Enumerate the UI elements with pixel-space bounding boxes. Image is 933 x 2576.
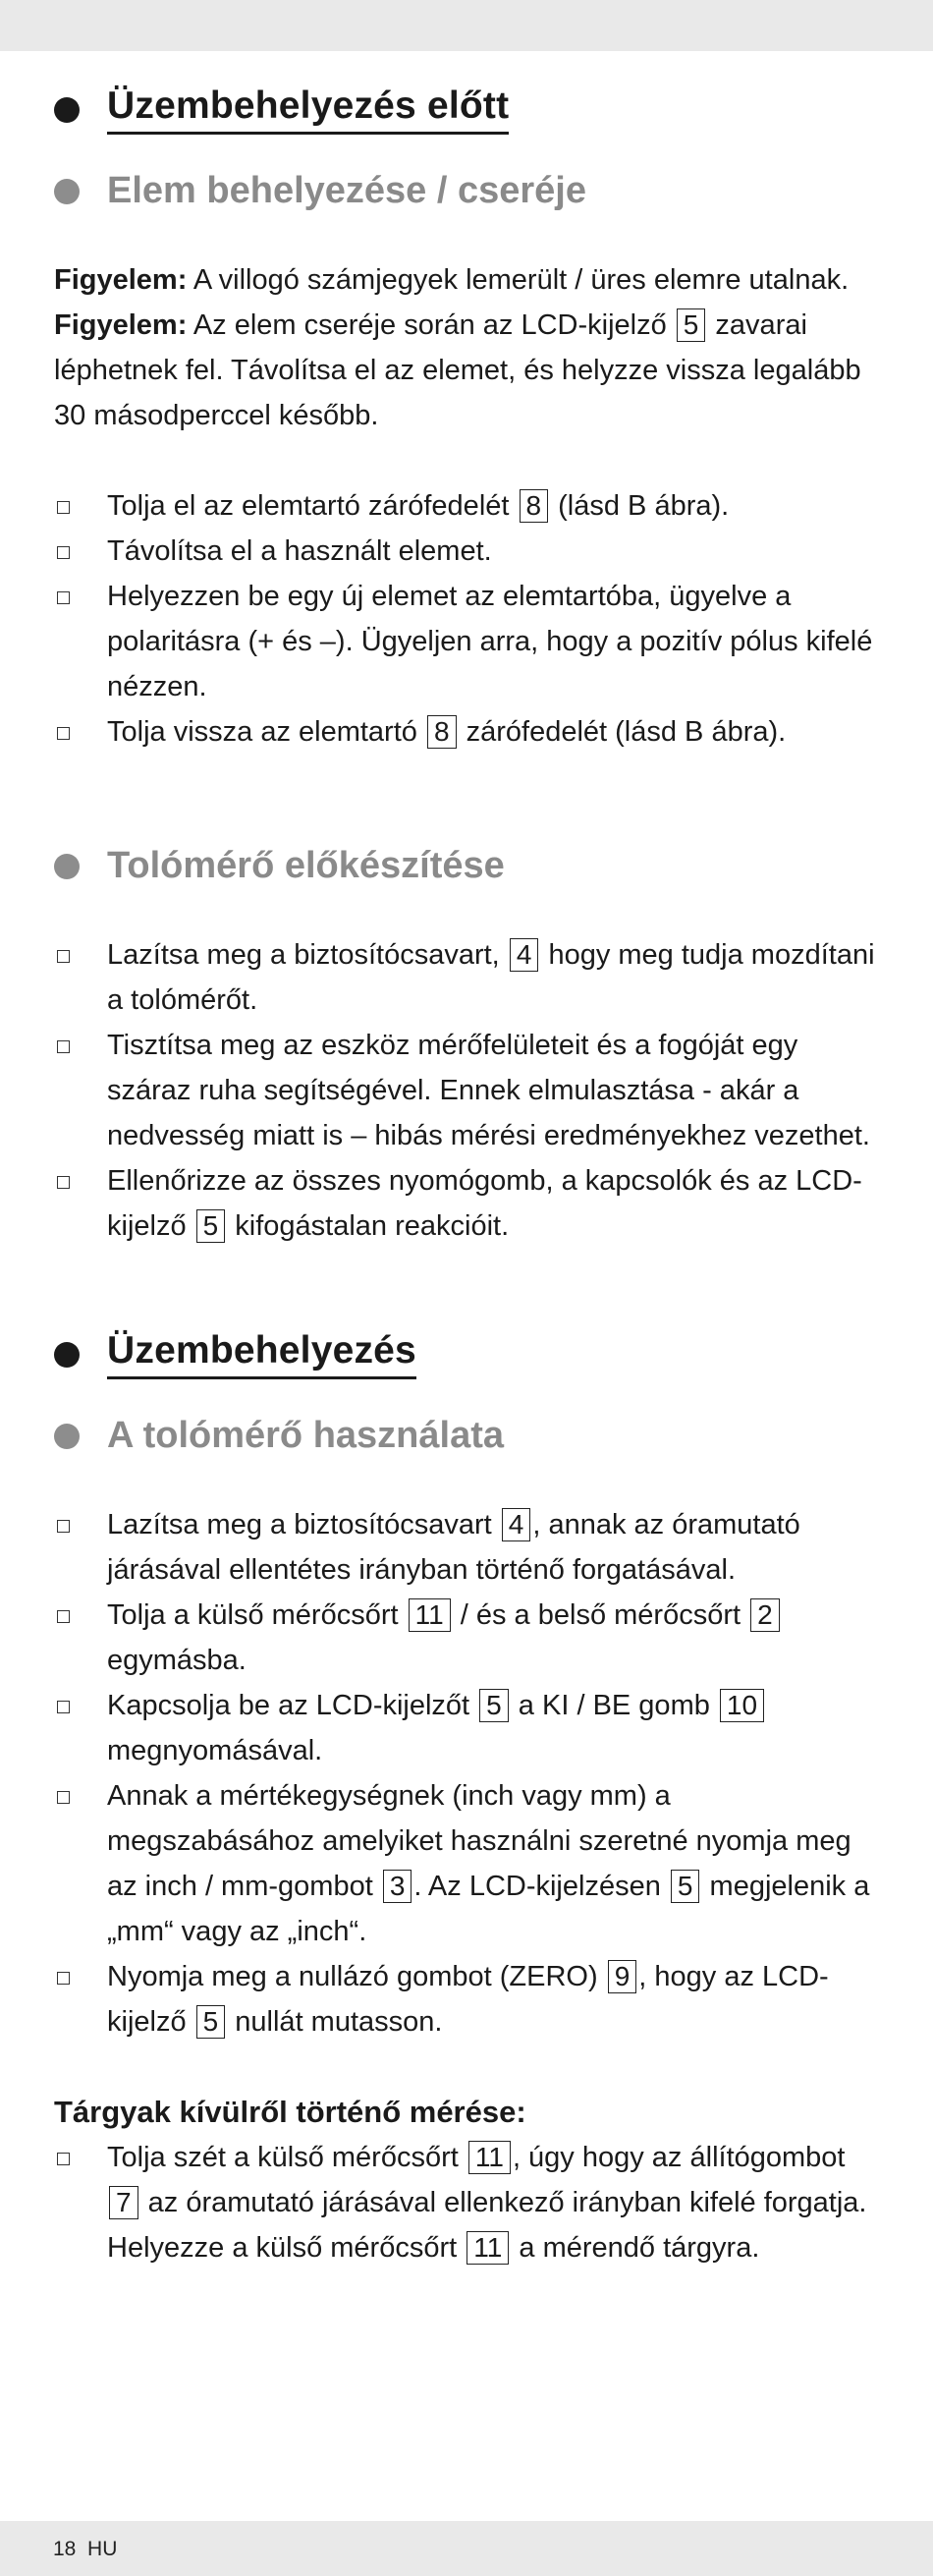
top-bar	[0, 0, 933, 51]
list-item: Annak a mértékegységnek (inch vagy mm) a megszabásához amelyiket használni szeretné nyomja meg az inch / mm-gombot 3 . Az LCD-kijelzésen 5 megjelenik a „mm“ vagy az „inch“.	[54, 1773, 884, 1954]
checkbox-icon	[57, 1972, 70, 1985]
warning-label: Figyelem:	[54, 264, 188, 296]
part-ref: 8	[427, 715, 457, 749]
part-ref: 2	[750, 1598, 780, 1632]
part-ref: 9	[608, 1960, 637, 1993]
list-item: Tolja szét a külső mérőcsőrt 11 , úgy hogy az állítógombot 7 az óramutató járásával ellenkező irányban kifelé forgatja. Helyezze a külső mérőcsőrt 11 a mérendő tárgyra.	[54, 2135, 884, 2270]
subheading-usage	[54, 1415, 884, 1457]
bullet-dot-icon	[54, 1424, 80, 1449]
section-heading-operation	[54, 1329, 884, 1379]
part-ref: 5	[677, 308, 706, 342]
section-title: Üzembehelyezés előtt	[107, 84, 509, 135]
list-item: Lazítsa meg a biztosítócsavart, 4 hogy meg tudja mozdítani a tolómérőt.	[54, 932, 884, 1023]
checkbox-icon	[57, 1610, 70, 1623]
list-item: Kapcsolja be az LCD-kijelzőt 5 a KI / BE gomb 10 megnyomásával.	[54, 1683, 884, 1773]
bullet-dot-icon	[54, 1342, 80, 1368]
bullet-dot-icon	[54, 854, 80, 879]
part-ref: 5	[196, 2005, 226, 2039]
checkbox-icon	[57, 950, 70, 963]
checkbox-icon	[57, 1791, 70, 1804]
list-item: Tisztítsa meg az eszköz mérőfelületeit és a fogóját egy száraz ruha segítségével. Ennek elmulasztása - akár a nedvesség miatt is – hibás mérési eredményekhez vezethet.	[54, 1023, 884, 1158]
section-title: Üzembehelyezés	[107, 1329, 416, 1379]
outside-steps	[54, 2135, 884, 2270]
part-ref: 8	[520, 489, 549, 523]
part-ref: 11	[466, 2231, 509, 2265]
part-ref: 5	[671, 1870, 700, 1903]
prep-steps	[54, 932, 884, 1249]
bullet-dot-icon	[54, 97, 80, 123]
checkbox-icon	[57, 501, 70, 514]
checkbox-icon	[57, 1701, 70, 1713]
part-ref: 11	[409, 1598, 451, 1632]
outside-measure-heading: Tárgyak kívülről történő mérése:	[54, 2095, 526, 2129]
list-item: Lazítsa meg a biztosítócsavart 4 , annak az óramutató járásával ellentétes irányban történő forgatásával.	[54, 1502, 884, 1593]
checkbox-icon	[57, 546, 70, 559]
checkbox-icon	[57, 591, 70, 604]
part-ref: 11	[468, 2141, 511, 2174]
part-ref: 5	[479, 1689, 509, 1722]
part-ref: 7	[109, 2186, 138, 2219]
warning-note-1: Figyelem: A villogó számjegyek lemerült / üres elemre utalnak. Figyelem: Az elem cseréje során az LCD-kijelző 5 zavarai léphetnek fel. Távolítsa el az elemet, és helyzze vissza legalább 30 másodperccel később.	[54, 264, 861, 431]
checkbox-icon	[57, 1040, 70, 1053]
battery-steps	[54, 483, 884, 755]
part-ref: 4	[502, 1508, 531, 1541]
page-footer	[0, 2521, 933, 2576]
warning-label: Figyelem:	[54, 309, 188, 341]
subsection-title: A tolómérő használata	[107, 1415, 505, 1456]
checkbox-icon	[57, 1176, 70, 1189]
section-heading-before-use	[54, 84, 884, 135]
subheading-prep	[54, 845, 884, 887]
list-item: Nyomja meg a nullázó gombot (ZERO) 9 , hogy az LCD-kijelző 5 nullát mutasson.	[54, 1954, 884, 2044]
list-item: Tolja vissza az elemtartó 8 zárófedelét (lásd B ábra).	[54, 709, 884, 755]
checkbox-icon	[57, 1520, 70, 1533]
usage-steps	[54, 1502, 884, 2044]
part-ref: 10	[720, 1689, 764, 1722]
bullet-dot-icon	[54, 179, 80, 204]
subsection-title: Elem behelyezése / cseréje	[107, 170, 586, 211]
subsection-title: Tolómérő előkészítése	[107, 845, 505, 886]
list-item: Tolja el az elemtartó zárófedelét 8 (lásd B ábra).	[54, 483, 884, 529]
part-ref: 4	[510, 938, 539, 972]
list-item: Távolítsa el a használt elemet.	[54, 529, 884, 574]
part-ref: 5	[196, 1209, 226, 1243]
list-item: Ellenőrizze az összes nyomógomb, a kapcsolók és az LCD-kijelző 5 kifogástalan reakcióit.	[54, 1158, 884, 1249]
checkbox-icon	[57, 2153, 70, 2165]
list-item: Helyezzen be egy új elemet az elemtartóba, ügyelve a polaritásra (+ és –). Ügyeljen arra, hogy a pozitív pólus kifelé nézzen.	[54, 574, 884, 709]
page-content	[54, 79, 884, 2270]
page-number: 18 HU	[53, 2538, 118, 2560]
list-item: Tolja a külső mérőcsőrt 11 / és a belső mérőcsőrt 2 egymásba.	[54, 1593, 884, 1683]
checkbox-icon	[57, 727, 70, 740]
part-ref: 3	[383, 1870, 412, 1903]
subheading-battery	[54, 170, 884, 212]
